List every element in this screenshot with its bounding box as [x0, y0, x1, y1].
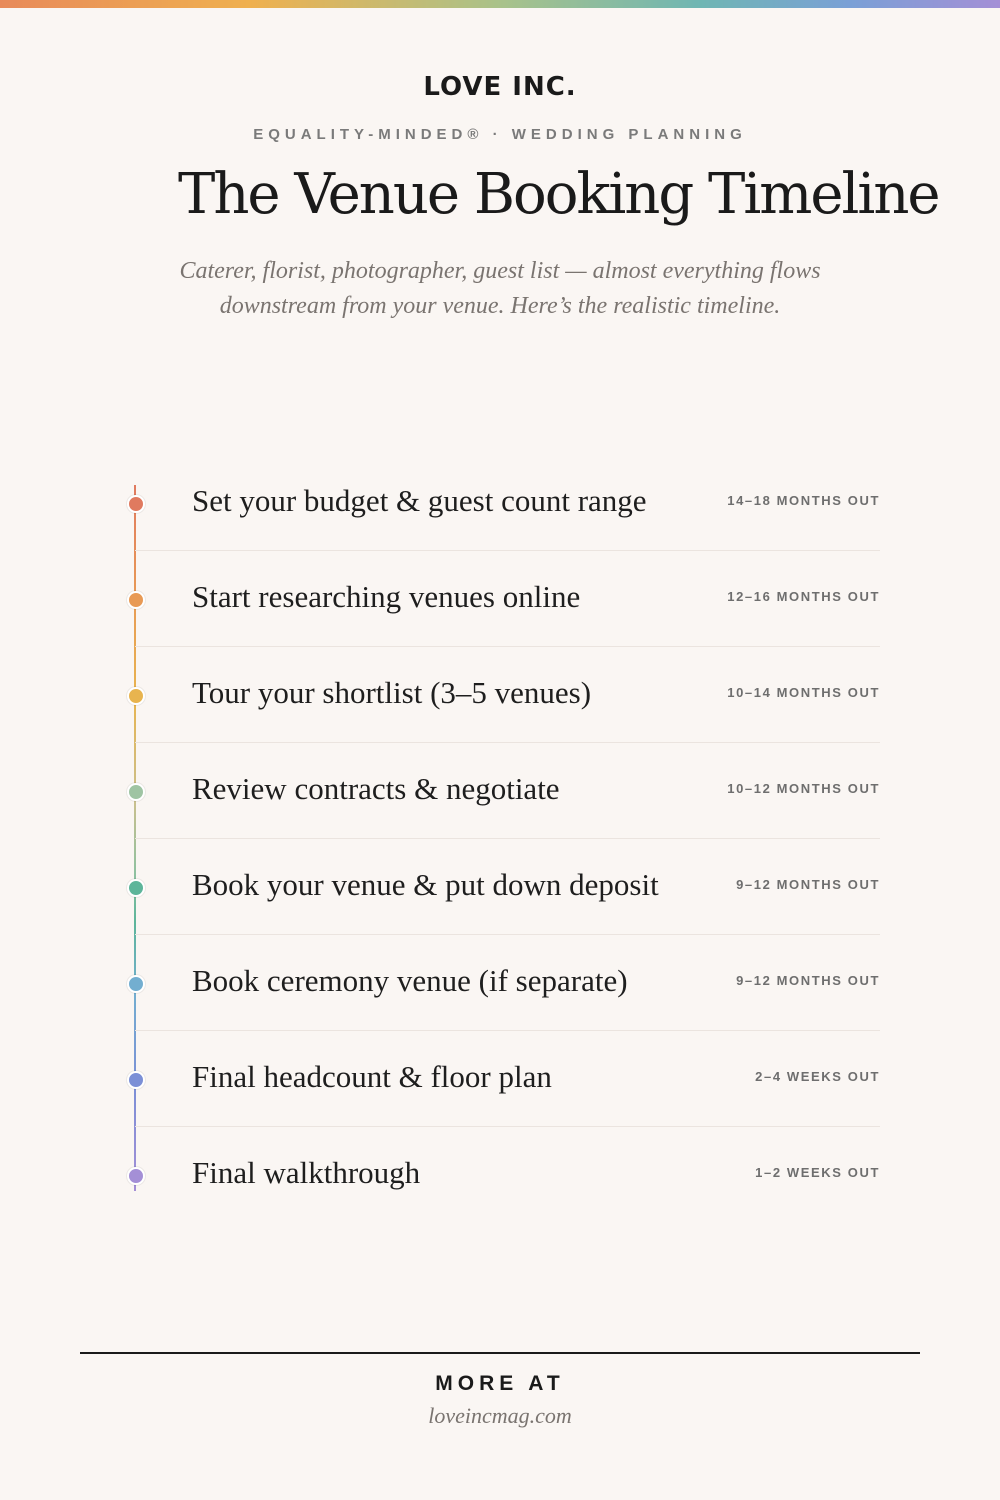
step-timeframe: 2–4 WEEKS OUT [755, 1069, 880, 1084]
step-label: Review contracts & negotiate [192, 771, 560, 806]
timeline-dot [127, 1071, 145, 1089]
timeline-step [115, 1031, 880, 1127]
rainbow-accent-bar [0, 0, 1000, 8]
timeline-dot [127, 495, 145, 513]
footer-more-label: MORE AT [435, 1372, 565, 1395]
step-label: Book your venue & put down deposit [192, 867, 659, 902]
timeline-dot [127, 591, 145, 609]
step-label: Final headcount & floor plan [192, 1059, 552, 1094]
timeline-step [115, 743, 880, 839]
timeline-dot [127, 975, 145, 993]
page-subtitle: Caterer, florist, photographer, guest list — almost everything flows downstream from your venue. Here’s the realistic timeline. [179, 258, 821, 319]
timeline-dot [127, 1167, 145, 1185]
step-timeframe: 12–16 MONTHS OUT [727, 589, 880, 604]
timeline-dot [127, 783, 145, 801]
timeline-step [115, 839, 880, 935]
step-label: Final walkthrough [192, 1155, 421, 1190]
timeline-step [115, 647, 880, 743]
tagline: EQUALITY-MINDED® · WEDDING PLANNING [253, 126, 747, 143]
step-timeframe: 1–2 WEEKS OUT [755, 1165, 880, 1180]
brand-logo: LOVE INC. [423, 72, 577, 102]
timeline-step [115, 935, 880, 1031]
step-label: Set your budget & guest count range [192, 483, 647, 518]
step-timeframe: 9–12 MONTHS OUT [736, 877, 880, 892]
step-timeframe: 10–12 MONTHS OUT [727, 781, 880, 796]
timeline-dot [127, 879, 145, 897]
timeline-step [115, 455, 880, 551]
step-timeframe: 10–14 MONTHS OUT [727, 685, 880, 700]
timeline-step [115, 1127, 880, 1223]
step-label: Book ceremony venue (if separate) [192, 963, 628, 998]
footer-divider [80, 1352, 920, 1354]
step-label: Tour your shortlist (3–5 venues) [192, 675, 592, 710]
step-label: Start researching venues online [192, 579, 581, 614]
step-timeframe: 14–18 MONTHS OUT [727, 493, 880, 508]
footer-website-link[interactable]: loveincmag.com [428, 1403, 572, 1428]
timeline-step [115, 551, 880, 647]
timeline-dot [127, 687, 145, 705]
step-timeframe: 9–12 MONTHS OUT [736, 973, 880, 988]
page-title: The Venue Booking Timeline [178, 162, 939, 227]
